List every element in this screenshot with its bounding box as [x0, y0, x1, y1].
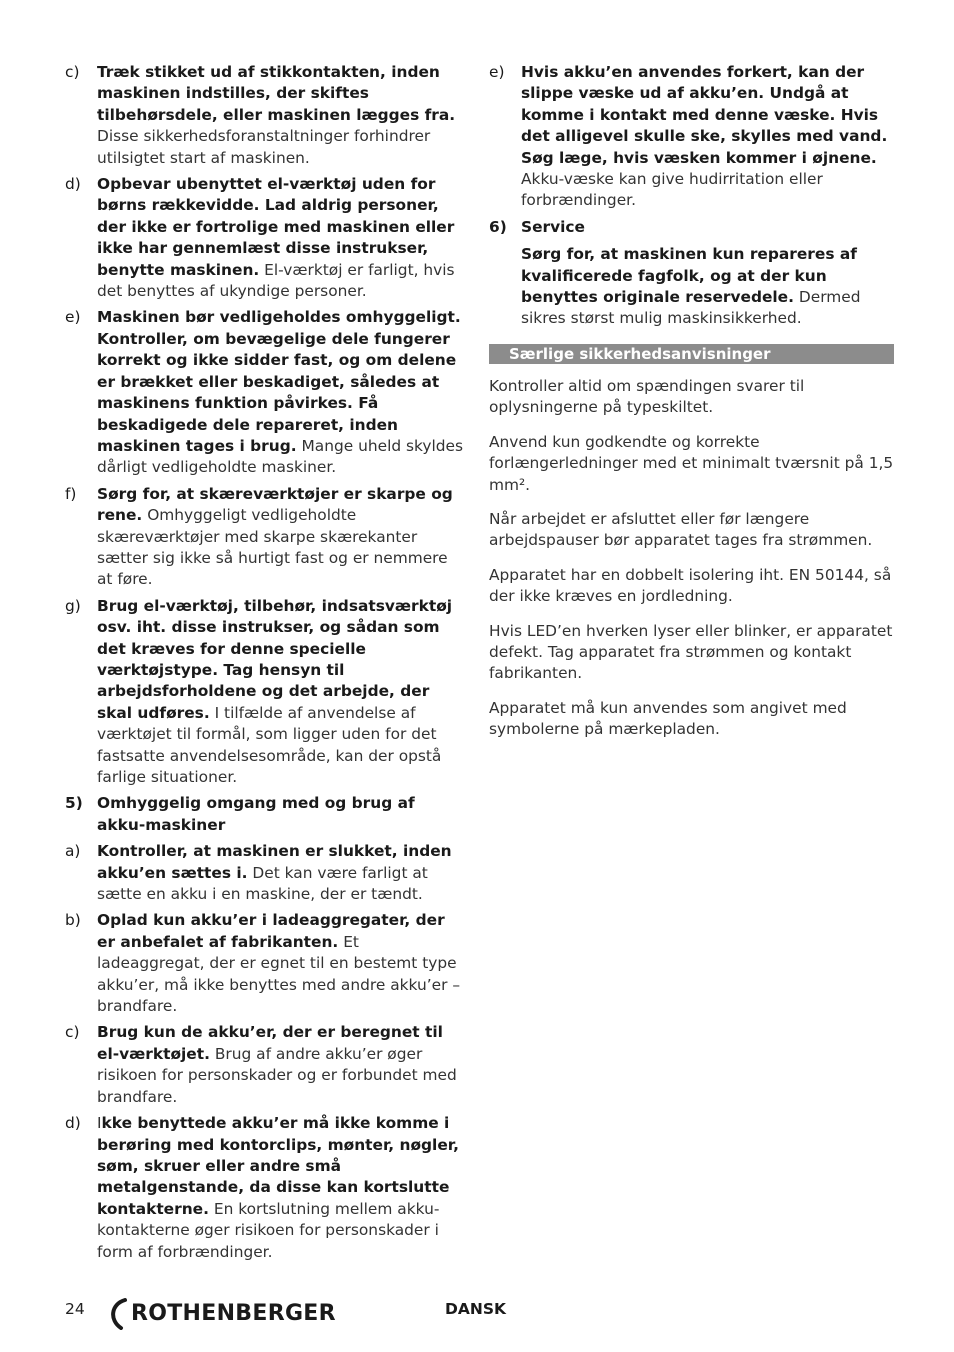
item-text: El-værktøj er farligt, hvis det benyttes af ukyndige personer. — [97, 260, 455, 301]
list-item — [65, 596, 467, 789]
item-marker: a) — [65, 842, 81, 861]
item-bold-text: Sørg for, at skæreværktøjer er skarpe og rene. — [97, 484, 453, 525]
service-text — [521, 244, 894, 330]
item-marker: g) — [65, 596, 81, 615]
section-title: Service — [521, 217, 585, 236]
paragraph: Kontroller altid om spændingen svarer til oplysningerne på typeskiltet. — [489, 376, 805, 417]
list-item — [65, 307, 467, 478]
section-number: 5) — [65, 794, 83, 813]
item-bold-text: Brug el-værktøj, tilbehør, indsatsværktøj osv. iht. disse instrukser, og sådan som det kræves for denne specielle værktøjstype. Tag hensyn til arbejdsforholdene og det arbejde, der skal udføres. — [97, 596, 453, 722]
item-marker: e) — [65, 308, 81, 327]
item-bold-text: kke benyttede akku’er må ikke komme i berøring med kontorclips, mønter, nøgler, søm, skruer eller andre små metalgenstande, da disse kan kortslutte kontakterne. — [97, 1114, 459, 1218]
logo-swoosh-icon — [107, 1296, 129, 1330]
left-column — [65, 62, 467, 1268]
item-marker: c) — [65, 1023, 80, 1042]
item-text: Mange uheld skyldes dårligt vedligeholdte maskiner. — [97, 436, 464, 477]
list-item — [489, 62, 894, 212]
list-item — [65, 1022, 467, 1108]
item-text: Akku-væske kan give hudirritation eller forbrændinger. — [521, 170, 823, 210]
list-item — [65, 1113, 467, 1263]
section-bar-heading: Særlige sikkerhedsanvisninger — [489, 344, 894, 364]
item-marker: e) — [489, 63, 505, 81]
page-number: 24 — [65, 1300, 85, 1318]
item-text: Et ladeaggregat, der er egnet til en bestemt type akku’er, må ikke benyttes med andre akku’er – brandfare. — [97, 932, 461, 1016]
list-item — [65, 174, 467, 302]
page-footer — [65, 1296, 895, 1330]
list-item — [65, 62, 467, 169]
item-bold-text: Træk stikket ud af stikkontakten, inden maskinen indstilles, der skiftes tilbehørsdele, eller maskinen lægges fra. — [97, 63, 456, 124]
paragraph: Anvend kun godkendte og korrekte forlængerledninger med et minimalt tværsnit på 1,5 mm². — [489, 432, 894, 494]
language-label: DANSK — [445, 1300, 507, 1318]
item-text: Det kan være farligt at sætte en akku i en maskine, der er tændt. — [97, 863, 428, 904]
list-item — [65, 484, 467, 591]
paragraph: Apparatet har en dobbelt isolering iht. EN 50144, så der ikke kræves en jordledning. — [489, 565, 892, 606]
right-column — [489, 62, 894, 754]
item-bold-text: Opbevar ubenyttet el-værktøj uden for børns rækkevidde. Lad aldrig personer, der ikke er fortrolige med maskinen eller ikke har gennemlæst disse instrukser, benytte maskinen. — [97, 175, 455, 279]
paragraph: Når arbejdet er afsluttet eller før længere arbejdspauser bør apparatet tages fra strømmen. — [489, 509, 873, 550]
item-bold-text: Kontroller, at maskinen er slukket, inden akku’en sættes i. — [97, 842, 452, 882]
list-item — [65, 841, 467, 905]
item-first-letter: I — [97, 1114, 102, 1133]
brand-logo — [107, 1296, 336, 1330]
paragraph: Apparatet må kun anvendes som angivet med symbolerne på mærkepladen. — [489, 698, 847, 739]
item-text: I tilfælde af anvendelse af værktøjet til formål, som ligger uden for det fastsatte anvendelsesområde, kan der opstå farlige situationer. — [97, 703, 442, 786]
section-number: 6) — [489, 217, 507, 236]
service-bold-text: Sørg for, at maskinen kun repareres af kvalificerede fagfolk, og at der kun benyttes originale reservedele. — [521, 245, 857, 307]
item-bold-text: Oplad kun akku’er i ladeaggregater, der er anbefalet af fabrikanten. — [97, 911, 445, 951]
section-title: Omhyggelig omgang med og brug af akku-maskiner — [97, 794, 415, 834]
item-text: En kortslutning mellem akku-kontakterne øger risikoen for personskader i form af forbrændinger. — [97, 1199, 440, 1261]
item-text: Omhyggeligt vedligeholdte skæreværktøjer med skarpe skærekanter sætter sig ikke så hurtigt fast og er nemmere at føre. — [97, 506, 448, 589]
paragraph: Hvis LED’en hverken lyser eller blinker, er apparatet defekt. Tag apparatet fra strømmen og kontakt fabrikanten. — [489, 621, 893, 683]
item-marker: d) — [65, 175, 81, 194]
list-item — [65, 910, 467, 1017]
service-normal-text: Dermed sikres størst mulig maskinsikkerhed. — [521, 288, 861, 328]
item-bold-text: Hvis akku’en anvendes forkert, kan der slippe væske ud af akku’en. Undgå at komme i kontakt med denne væske. Hvis det alligevel skulle ske, skylles med vand. Søg læge, hvis væsken kommer i øjnene. — [521, 63, 888, 167]
item-marker: f) — [65, 484, 77, 503]
item-marker: b) — [65, 911, 81, 930]
item-bold-text: Brug kun de akku’er, der er beregnet til el-værktøjet. — [97, 1023, 443, 1063]
item-text: Disse sikkerhedsforanstaltninger forhindrer utilsigtet start af maskinen. — [97, 127, 431, 167]
item-marker: c) — [65, 63, 80, 81]
section-heading — [65, 793, 467, 836]
item-text: Brug af andre akku’er øger risikoen for personskader og er forbundet med brandfare. — [97, 1044, 457, 1106]
item-marker: d) — [65, 1114, 81, 1133]
item-bold-text: Maskinen bør vedligeholdes omhyggeligt. Kontroller, om bevægelige dele fungerer korrekt og ikke sidder fast, og om delene er brækket eller beskadiget, således at maskinens funktion påvirkes. Få beskadigede dele repareret, inden maskinen tages i brug. — [97, 308, 461, 455]
section-heading — [489, 217, 894, 238]
brand-name: ROTHENBERGER — [131, 1300, 336, 1326]
